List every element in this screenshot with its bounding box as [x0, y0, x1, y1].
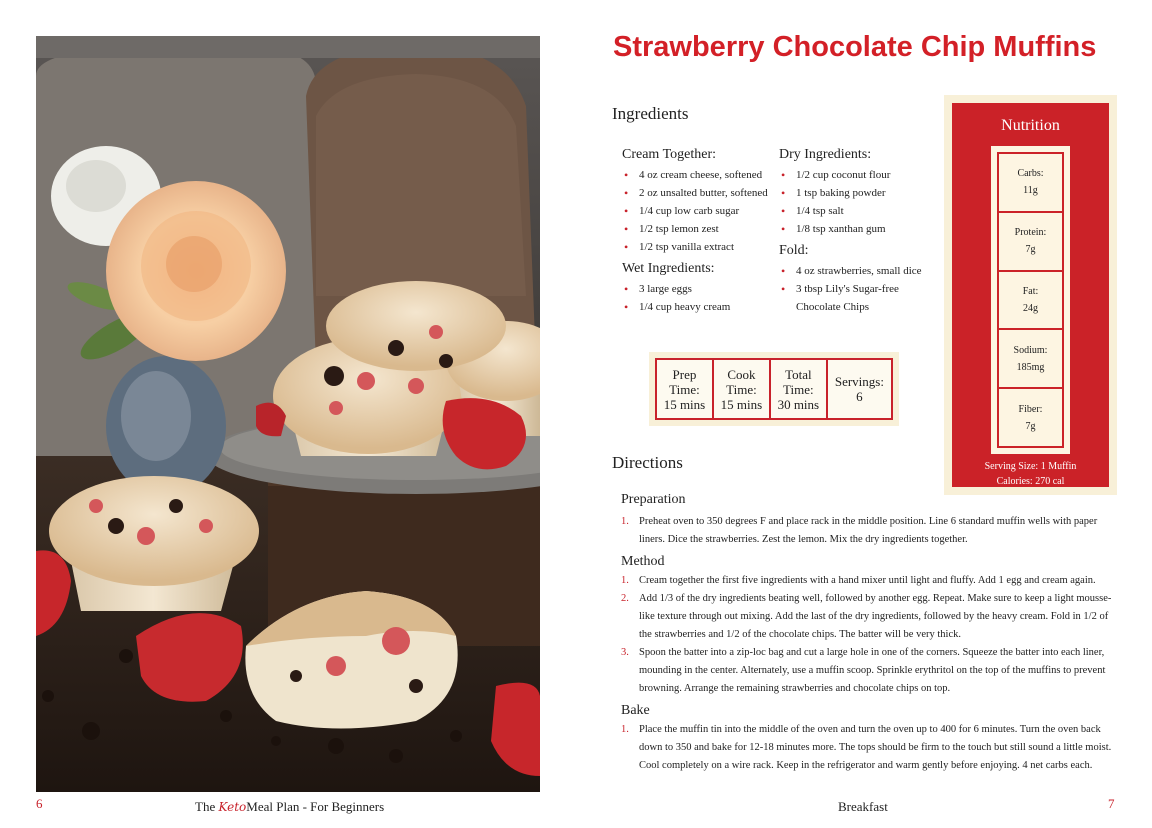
time-label: Time: — [669, 381, 700, 397]
step-number: 2. — [621, 593, 629, 604]
ingredient-item: • 1/4 tsp salt — [779, 202, 939, 220]
ingredient-item: • 1/4 cup low carb sugar — [622, 202, 772, 220]
time-value: 15 mins — [720, 396, 763, 412]
nutrient-value: 185mg — [1016, 361, 1045, 373]
ingredient-item: • 1/2 tsp vanilla extract — [622, 238, 772, 256]
step-text: Place the muffin tin into the middle of the oven and turn the oven up to 400 for 6 minutes. Turn the oven back down to 350 and bake for 12-18 minutes more. The tops should be firm to the touch but still sound a little moist. Cool completely on a wire rack. Keep in the refrigerator and warm gently before enjoying. 4 net carbs each. — [639, 724, 1112, 771]
direction-steps — [621, 513, 1116, 549]
ingredient-list — [779, 262, 939, 316]
directions-body — [621, 490, 1116, 778]
right-page-number: 7 — [1108, 796, 1115, 811]
time-label: Cook — [727, 366, 756, 382]
direction-step — [621, 721, 1116, 775]
direction-steps — [621, 572, 1116, 698]
nutrient-value: 11g — [1023, 185, 1038, 197]
time-label: Prep — [672, 366, 697, 382]
direction-steps — [621, 721, 1116, 775]
book-title-footer — [195, 799, 384, 815]
book-title-suffix: Meal Plan - For Beginners — [246, 799, 385, 814]
nutrient-value: 7g — [1025, 244, 1036, 256]
section-footer: Breakfast — [838, 799, 888, 814]
direction-section-title: Method — [621, 554, 665, 569]
left-page-number: 6 — [36, 796, 43, 811]
nutrition-fat — [999, 272, 1062, 331]
nutrition-panel — [952, 103, 1109, 487]
ingredients-column-2 — [779, 146, 939, 320]
step-text: Cream together the first five ingredients with a hand mixer until light and fluffy. Add 1 egg and cream again. — [639, 575, 1096, 586]
servings-cell — [828, 360, 891, 418]
ingredients-heading: Ingredients — [612, 104, 689, 123]
nutrient-label: Fat: — [1022, 285, 1039, 297]
time-label: Servings: — [834, 374, 884, 389]
ingredient-item: • 3 large eggs — [622, 280, 772, 298]
step-number: 3. — [621, 647, 629, 658]
ingredient-item: • 3 tbsp Lily's Sugar-free Chocolate Chips — [779, 280, 939, 316]
calories: Calories: 270 cal — [996, 476, 1065, 487]
ingredient-group-title: Fold: — [779, 243, 809, 258]
time-label: Time: — [783, 381, 814, 397]
step-text: Preheat oven to 350 degrees F and place rack in the middle position. Line 6 standard muffin wells with paper liners. Dice the strawberries. Zest the lemon. Mix the dry ingredients together. — [639, 516, 1098, 545]
direction-section-title: Preparation — [621, 492, 686, 507]
nutrition-protein — [999, 213, 1062, 272]
time-summary-table — [655, 358, 893, 420]
step-text: Add 1/3 of the dry ingredients beating well, followed by another egg. Repeat. Make sure to keep a light mousse-like texture through out mixing. Add the last of the dry ingredients, followed by the heavy cream. Fold in 1/2 of the strawberries and 1/2 of the chocolate chips. The batter will be very thick. — [639, 593, 1112, 640]
ingredient-item: • 1 tsp baking powder — [779, 184, 939, 202]
time-label: Time: — [726, 381, 757, 397]
nutrition-carbs — [999, 154, 1062, 213]
ingredient-group-title: Cream Together: — [622, 147, 717, 162]
ingredients-column-1 — [622, 146, 772, 320]
time-value: 6 — [856, 389, 863, 404]
direction-step — [621, 590, 1116, 644]
nutrient-label: Fiber: — [1018, 403, 1043, 415]
book-title-keto: Keto — [218, 800, 247, 814]
total-time-cell — [771, 360, 828, 418]
nutrient-label: Carbs: — [1017, 168, 1044, 180]
serving-size: Serving Size: 1 Muffin — [984, 461, 1077, 472]
nutrition-footer — [952, 459, 1109, 489]
ingredient-item: • 1/8 tsp xanthan gum — [779, 220, 939, 238]
prep-time-cell — [657, 360, 714, 418]
nutrition-table — [997, 152, 1064, 448]
recipe-photo — [36, 36, 540, 792]
nutrition-sodium — [999, 330, 1062, 389]
ingredient-list — [622, 280, 772, 316]
ingredient-group-title: Dry Ingredients: — [779, 147, 872, 162]
ingredient-item: • 1/2 cup coconut flour — [779, 166, 939, 184]
nutrient-value: 7g — [1025, 420, 1036, 432]
step-text: Spoon the batter into a zip-loc bag and cut a large hole in one of the corners. Squeeze the batter into each liner, mounding in the center. Alternately, use a muffin scoop. Sprinkle erythritol on the top of the muffins to prevent browning. Arrange the remaining strawberries and chocolate chips on top. — [639, 647, 1106, 694]
time-value: 15 mins — [663, 396, 706, 412]
nutrition-fiber — [999, 389, 1062, 446]
direction-step — [621, 513, 1116, 549]
ingredient-list — [779, 166, 939, 238]
direction-section-title: Bake — [621, 703, 650, 718]
muffin-photo-illustration — [36, 36, 540, 792]
nutrient-label: Protein: — [1014, 227, 1047, 239]
nutrient-label: Sodium: — [1013, 344, 1048, 356]
step-number: 1. — [621, 724, 629, 735]
nutrition-card — [944, 95, 1117, 495]
direction-step — [621, 572, 1116, 590]
book-title-prefix: The — [195, 799, 216, 814]
directions-heading: Directions — [612, 453, 683, 472]
nutrition-title: Nutrition — [1001, 117, 1060, 134]
ingredient-list — [622, 166, 772, 256]
nutrient-value: 24g — [1023, 302, 1038, 314]
time-label: Total — [785, 366, 812, 382]
nutrition-frame — [991, 146, 1070, 454]
ingredient-item: • 1/4 cup heavy cream — [622, 298, 772, 316]
time-value: 30 mins — [777, 396, 820, 412]
step-number: 1. — [621, 575, 629, 586]
ingredient-group-title: Wet Ingredients: — [622, 261, 715, 276]
ingredient-item: • 1/2 tsp lemon zest — [622, 220, 772, 238]
ingredient-item: • 4 oz cream cheese, softened — [622, 166, 772, 184]
ingredient-item: • 4 oz strawberries, small dice — [779, 262, 939, 280]
cook-time-cell — [714, 360, 771, 418]
recipe-title: Strawberry Chocolate Chip Muffins — [613, 31, 1097, 63]
ingredient-item: • 2 oz unsalted butter, softened — [622, 184, 772, 202]
step-number: 1. — [621, 516, 629, 527]
time-summary-box — [649, 352, 899, 426]
direction-step — [621, 644, 1116, 698]
